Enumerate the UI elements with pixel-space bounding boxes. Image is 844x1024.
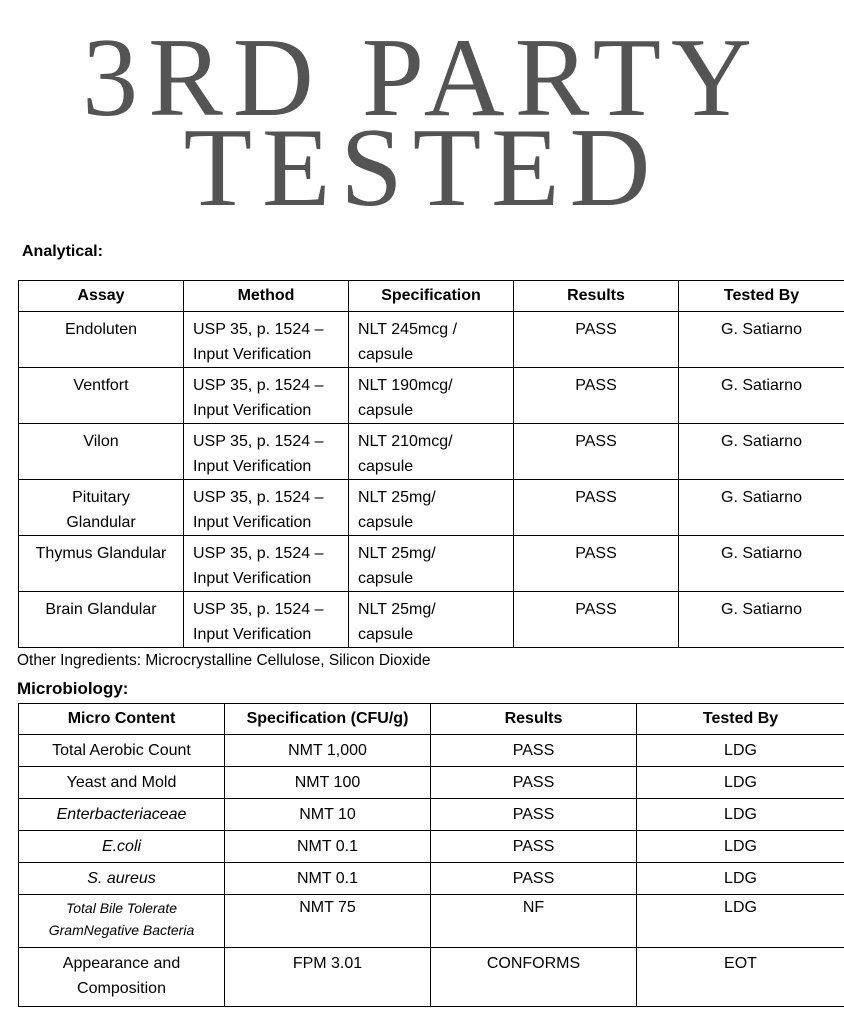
microbiology-table: [18, 703, 844, 1007]
tested-by-cell: LDG: [637, 895, 844, 948]
tested-by-cell: G. Satiarno: [679, 536, 844, 592]
table-row: [19, 480, 844, 536]
assay-cell: Endoluten: [19, 312, 184, 368]
specification-cell: NLT 210mcg/ capsule: [349, 424, 514, 480]
column-header-results: Results: [514, 281, 679, 312]
specification-cell: NMT 100: [225, 767, 431, 799]
column-header-specification-cfu: Specification (CFU/g): [225, 704, 431, 735]
micro-content-cell: Total Aerobic Count: [19, 735, 225, 767]
tested-by-cell: LDG: [637, 799, 844, 831]
result-cell: PASS: [514, 312, 679, 368]
method-cell: USP 35, p. 1524 – Input Verification: [184, 368, 349, 424]
page-title-line-1: 3RD PARTY: [82, 16, 762, 140]
tested-by-cell: LDG: [637, 767, 844, 799]
assay-cell: Vilon: [19, 424, 184, 480]
micro-content-cell: Enterbacteriaceae: [19, 799, 225, 831]
result-cell: PASS: [431, 767, 637, 799]
table-row: [19, 424, 844, 480]
table-row: [19, 948, 844, 1007]
micro-content-cell: Appearance and Composition: [19, 948, 225, 1007]
column-header-tested-by: Tested By: [637, 704, 844, 735]
tested-by-cell: LDG: [637, 831, 844, 863]
result-cell: NF: [431, 895, 637, 948]
result-cell: PASS: [514, 368, 679, 424]
result-cell: PASS: [431, 735, 637, 767]
assay-cell: Ventfort: [19, 368, 184, 424]
method-cell: USP 35, p. 1524 – Input Verification: [184, 536, 349, 592]
result-cell: PASS: [514, 480, 679, 536]
column-header-method: Method: [184, 281, 349, 312]
microbiology-header-row: [19, 704, 844, 735]
column-header-results: Results: [431, 704, 637, 735]
microbiology-section-label: Microbiology:: [17, 679, 129, 698]
tested-by-cell: LDG: [637, 863, 844, 895]
tested-by-cell: G. Satiarno: [679, 592, 844, 648]
table-row: [19, 799, 844, 831]
result-cell: CONFORMS: [431, 948, 637, 1007]
specification-cell: NMT 75: [225, 895, 431, 948]
specification-cell: NLT 25mg/ capsule: [349, 592, 514, 648]
tested-by-cell: G. Satiarno: [679, 424, 844, 480]
specification-cell: NMT 1,000: [225, 735, 431, 767]
table-row: [19, 312, 844, 368]
result-cell: PASS: [514, 536, 679, 592]
other-ingredients-note: Other Ingredients: Microcrystalline Cellulose, Silicon Dioxide: [17, 652, 431, 669]
specification-cell: NLT 25mg/ capsule: [349, 480, 514, 536]
micro-content-cell: S. aureus: [19, 863, 225, 895]
specification-cell: NLT 245mcg / capsule: [349, 312, 514, 368]
table-row: [19, 863, 844, 895]
result-cell: PASS: [514, 424, 679, 480]
specification-cell: NLT 25mg/ capsule: [349, 536, 514, 592]
analytical-section-label: Analytical:: [22, 243, 103, 260]
method-cell: USP 35, p. 1524 – Input Verification: [184, 592, 349, 648]
table-row: [19, 895, 844, 948]
tested-by-cell: G. Satiarno: [679, 480, 844, 536]
table-row: [19, 536, 844, 592]
analytical-header-row: [19, 281, 844, 312]
table-row: [19, 368, 844, 424]
table-row: [19, 735, 844, 767]
result-cell: PASS: [431, 799, 637, 831]
result-cell: PASS: [514, 592, 679, 648]
specification-cell: FPM 3.01: [225, 948, 431, 1007]
result-cell: PASS: [431, 831, 637, 863]
micro-content-cell: Total Bile Tolerate GramNegative Bacteria: [19, 895, 225, 948]
specification-cell: NMT 0.1: [225, 831, 431, 863]
method-cell: USP 35, p. 1524 – Input Verification: [184, 312, 349, 368]
table-row: [19, 767, 844, 799]
tested-by-cell: LDG: [637, 735, 844, 767]
specification-cell: NMT 0.1: [225, 863, 431, 895]
column-header-tested-by: Tested By: [679, 281, 844, 312]
micro-content-cell: Yeast and Mold: [19, 767, 225, 799]
assay-cell: Pituitary Glandular: [19, 480, 184, 536]
column-header-specification: Specification: [349, 281, 514, 312]
analytical-table: [18, 280, 844, 648]
result-cell: PASS: [431, 863, 637, 895]
micro-content-cell: E.coli: [19, 831, 225, 863]
table-row: [19, 831, 844, 863]
method-cell: USP 35, p. 1524 – Input Verification: [184, 424, 349, 480]
tested-by-cell: EOT: [637, 948, 844, 1007]
method-cell: USP 35, p. 1524 – Input Verification: [184, 480, 349, 536]
assay-cell: Brain Glandular: [19, 592, 184, 648]
page-title-line-2: TESTED: [183, 106, 661, 230]
assay-cell: Thymus Glandular: [19, 536, 184, 592]
column-header-micro-content: Micro Content: [19, 704, 225, 735]
column-header-assay: Assay: [19, 281, 184, 312]
table-row: [19, 592, 844, 648]
specification-cell: NLT 190mcg/ capsule: [349, 368, 514, 424]
tested-by-cell: G. Satiarno: [679, 312, 844, 368]
tested-by-cell: G. Satiarno: [679, 368, 844, 424]
specification-cell: NMT 10: [225, 799, 431, 831]
